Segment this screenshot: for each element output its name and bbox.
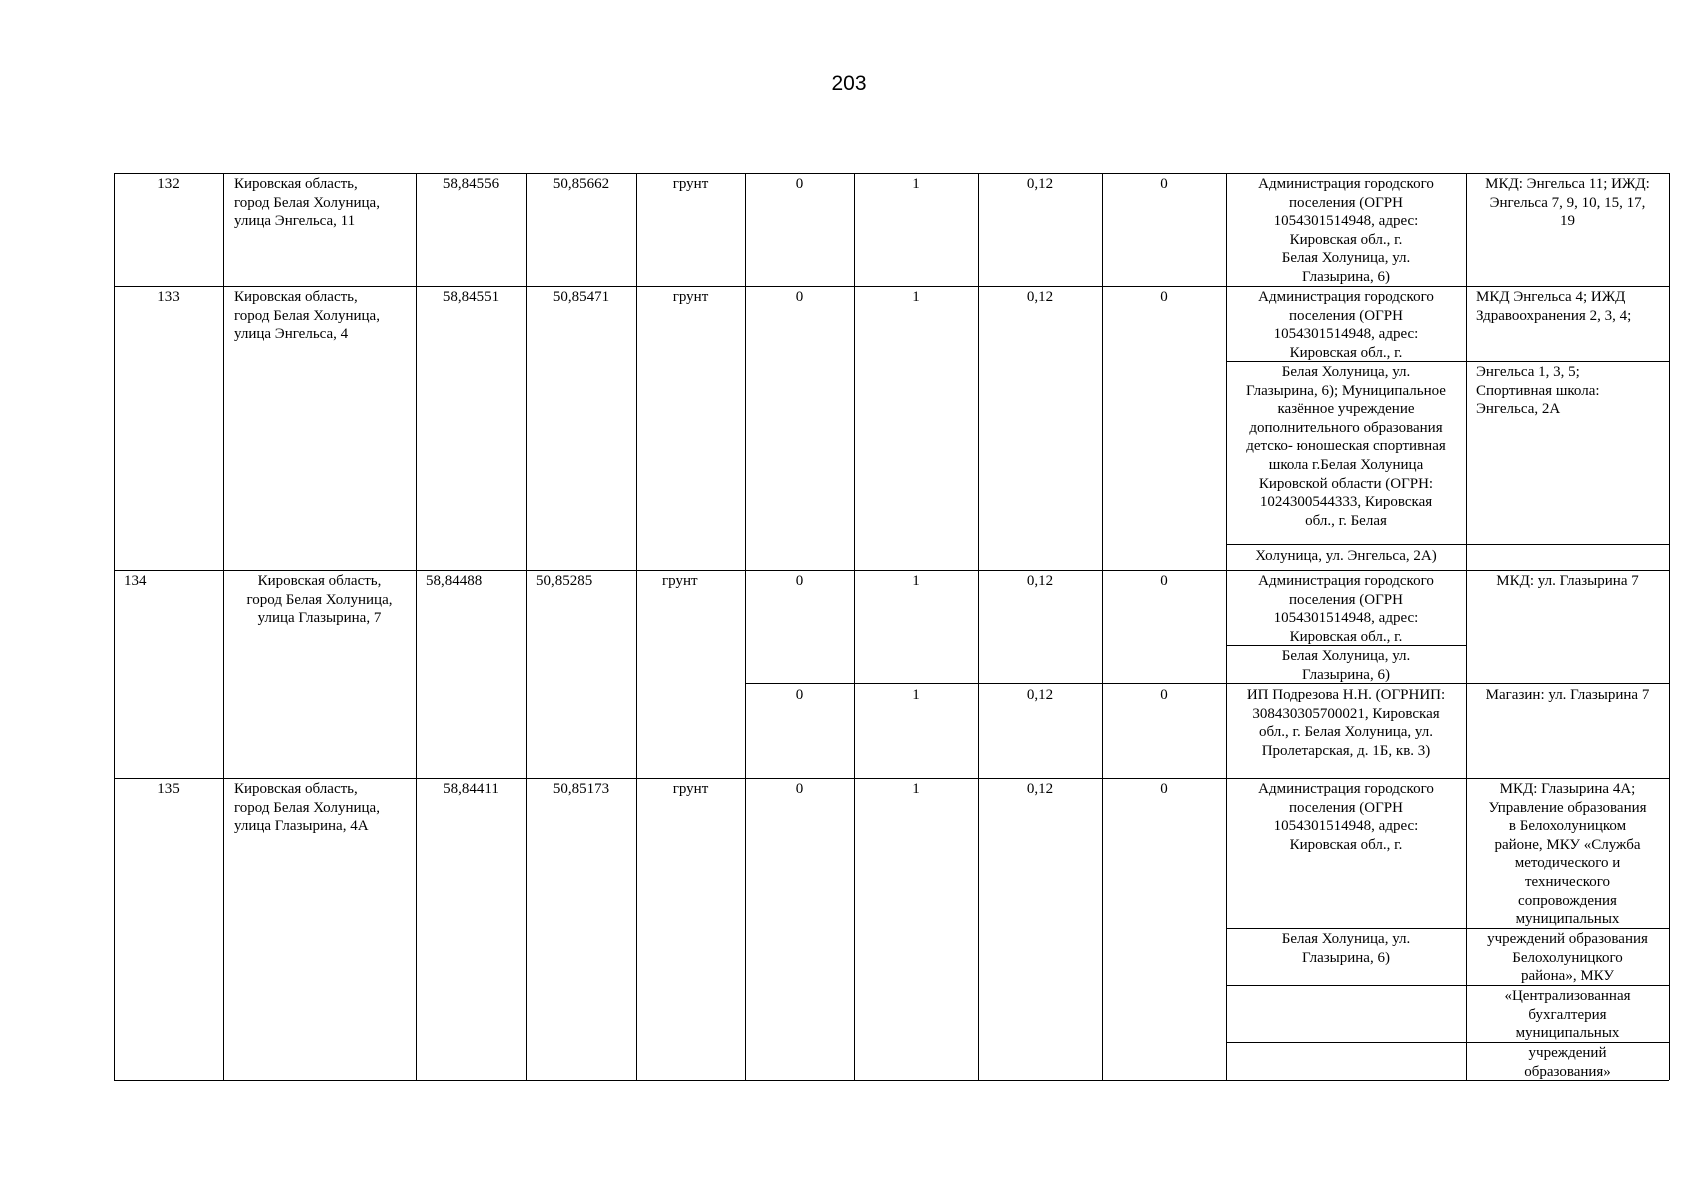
latitude-cell: 58,84556 [442,176,500,192]
value-cell: 0 [1160,687,1168,703]
cell-split [745,683,1669,684]
value-cell: 0 [1160,573,1168,589]
row-line [114,570,1669,571]
sources-cell: учреждений образования» [1524,1045,1611,1080]
address-cell: Кировская область, город Белая Холуница, улица Энгельса, 4 [234,289,380,343]
value-cell: 0 [795,687,804,703]
row-number: 132 [157,176,180,192]
owner-cell: Администрация городского поселения (ОГРН 1054301514948, адрес: Кировская обл., г. [1258,289,1434,361]
sources-cell: МКД: ул. Глазырина 7 [1496,573,1639,589]
owner-cell: Белая Холуница, ул. Глазырина, 6); Муниципальное казённое учреждение дополнительного образования детско- юношеская спортивная школа г.Белая Холуница Кировской области (ОГРН: 1024300544333, Кировская обл., г. Белая [1246,364,1446,529]
owner-cell: Администрация городского поселения (ОГРН 1054301514948, адрес: Кировская обл., г. Белая Холуница, ул. Глазырина, 6) [1258,176,1434,285]
latitude-cell: 58,84488 [426,573,483,589]
col-line [745,173,746,1080]
sources-cell: учреждений образования Белохолуницкого района», МКУ [1487,931,1648,985]
row-line [114,778,1669,779]
surface-cell: грунт [672,289,709,305]
value-cell: 0 [1160,289,1168,305]
surface-cell: грунт [662,573,698,589]
row-number: 133 [157,289,180,305]
longitude-cell: 50,85471 [552,289,610,305]
latitude-cell: 58,84411 [443,781,499,797]
value-cell: 0,12 [1026,687,1054,703]
table-border-bottom [114,1080,1669,1081]
col-line [1102,173,1103,1080]
address-cell: Кировская область, город Белая Холуница, улица Глазырина, 4А [234,781,380,835]
value-cell: 1 [912,573,920,589]
value-cell: 1 [912,289,920,305]
surface-cell: грунт [672,781,709,797]
value-cell: 0 [1160,781,1168,797]
table-border-left [114,173,115,1080]
value-cell: 0 [795,573,804,589]
sources-cell: Энгельса 1, 3, 5; Спортивная школа: Энгельса, 2А [1476,364,1600,418]
value-cell: 0,12 [1026,573,1054,589]
longitude-cell: 50,85285 [536,573,593,589]
col-line [526,173,527,1080]
value-cell: 0 [795,781,804,797]
owner-cell: Администрация городского поселения (ОГРН 1054301514948, адрес: Кировская обл., г. [1258,573,1434,645]
value-cell: 0 [1160,176,1168,192]
owner-cell: Холуница, ул. Энгельса, 2А) [1255,548,1437,564]
sources-cell: МКД Энгельса 4; ИЖД Здравоохранения 2, 3, 4; [1476,289,1632,324]
owner-cell: ИП Подрезова Н.Н. (ОГРНИП: 308430305700021, Кировская обл., г. Белая Холуница, ул. Пролетарская, д. 1Б, кв. 3) [1246,687,1446,759]
table-border-top [114,173,1669,174]
owner-cell: Белая Холуница, ул. Глазырина, 6) [1281,931,1411,966]
owner-cell: Белая Холуница, ул. Глазырина, 6) [1281,648,1411,683]
value-cell: 1 [912,176,920,192]
col-line [854,173,855,1080]
value-cell: 0,12 [1026,289,1054,305]
sources-cell: «Централизованная бухгалтерия муниципальных [1504,988,1631,1042]
col-line [416,173,417,1080]
owner-cell: Администрация городского поселения (ОГРН 1054301514948, адрес: Кировская обл., г. [1258,781,1434,853]
longitude-cell: 50,85173 [552,781,610,797]
value-cell: 0 [795,176,804,192]
value-cell: 0 [795,289,804,305]
col-line [978,173,979,1080]
address-cell: Кировская область, город Белая Холуница, улица Энгельса, 11 [234,176,380,230]
sources-cell: МКД: Энгельса 11; ИЖД: Энгельса 7, 9, 10, 15, 17, 19 [1485,176,1650,230]
value-cell: 1 [912,687,920,703]
row-number: 134 [124,573,147,589]
sources-cell: МКД: Глазырина 4А; Управление образования в Белохолуницком районе, МКУ «Служба методического и технического сопровождения муниципальных [1488,781,1647,928]
row-number: 135 [157,781,180,797]
col-line [636,173,637,1080]
value-cell: 0,12 [1026,781,1054,797]
longitude-cell: 50,85662 [552,176,610,192]
sources-cell: Магазин: ул. Глазырина 7 [1485,687,1650,703]
value-cell: 0,12 [1026,176,1054,192]
cell-split [1226,544,1669,545]
value-cell: 1 [912,781,920,797]
latitude-cell: 58,84551 [442,289,500,305]
table-border-right [1669,173,1670,1080]
surface-cell: грунт [672,176,709,192]
page-number: 203 [831,72,867,95]
address-cell: Кировская область, город Белая Холуница, улица Глазырина, 7 [246,573,393,627]
